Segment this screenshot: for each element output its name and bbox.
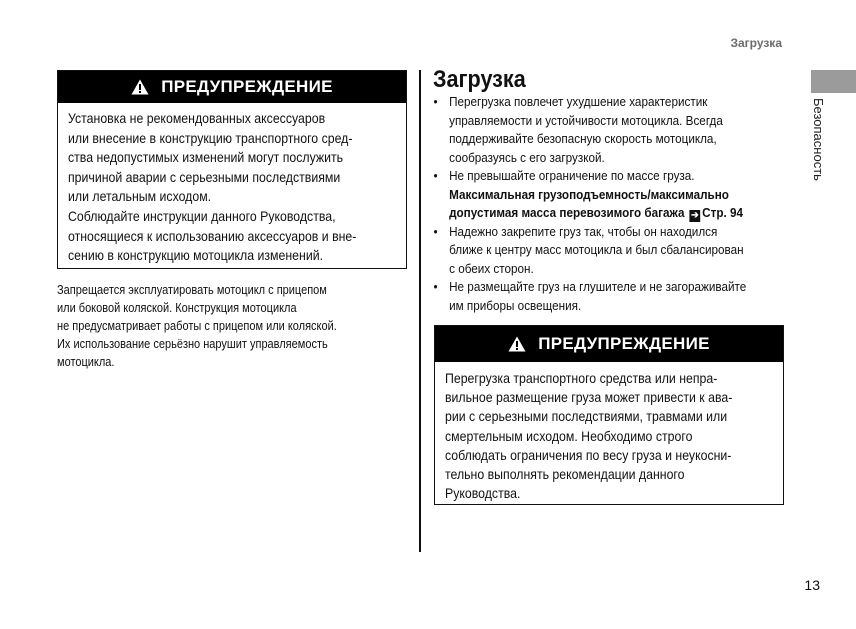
list-item-line: поддерживайте безопасную скорость мотоцикла, [449,131,717,146]
bullet-icon: • [433,279,438,294]
warning-title: ПРЕДУПРЕЖДЕНИЕ [161,77,333,96]
warning-box-accessories [57,70,407,269]
list-item-line: им приборы освещения. [449,297,582,313]
list-item-line: Максимальная грузоподъемность/максимально [449,186,729,202]
list-item [432,93,746,167]
list-item-line: Надежно закрепите груз так, чтобы он находился [449,223,718,239]
list-item-line-with-ref [449,204,746,223]
section-tab-text: Безопасность [811,98,826,181]
loading-bullet-list [432,93,784,315]
paragraph-line: мотоцикла. [57,355,115,369]
warning-line: или внесение в конструкцию транспортного сред- [68,129,353,146]
warning-line: Соблюдайте инструкции данного Руководства, [68,207,336,224]
arrow-right-icon: ➔ [691,210,699,221]
list-item-text: допустимая масса перевозимого багажа [449,205,685,220]
warning-line: сению в конструкцию мотоцикла изменений. [68,247,324,264]
section-title: Загрузка [433,66,526,93]
warning-line: смертельным исходом. Необходимо строго [445,427,693,444]
list-item-line: Не размещайте груз на глушителе и не загораживайте [449,279,747,294]
warning-triangle-icon [508,336,526,352]
warning-line: соблюдать ограничения по весу груза и неукосни- [445,446,732,463]
warning-line: относящиеся к использованию аксессуаров и вне- [68,227,357,244]
paragraph-line: не предусматривает работы с прицепом или коляской. [57,319,337,333]
warning-title: ПРЕДУПРЕЖДЕНИЕ [538,334,710,353]
warning-header [435,326,783,362]
list-item [432,223,746,279]
section-tab-marker [811,70,856,93]
warning-triangle-icon [131,79,149,95]
paragraph-line: Их использование серьёзно нарушит управляемость [57,337,328,351]
running-header: Загрузка [730,36,782,50]
paragraph-line: или боковой коляской. Конструкция мотоцикла [57,301,297,315]
list-item-line: сообразуясь с его загрузкой. [449,149,605,165]
warning-line: рии с серьезными последствиями, травмами или [445,408,728,425]
paragraph-line: Запрещается эксплуатировать мотоцикл с прицепом [57,283,327,297]
warning-body [435,362,783,509]
warning-line: Установка не рекомендованных аксессуаров [68,110,326,126]
trailer-prohibition-paragraph [57,281,375,371]
list-item-line: Перегрузка повлечет ухудшение характеристик [449,94,708,109]
list-item-line: с обеих сторон. [449,260,534,276]
warning-line: ства недопустимых изменений могут послужить [68,149,344,166]
warning-line: Руководства. [445,485,521,502]
warning-box-overload [434,325,784,505]
warning-line: причиной аварии с серьезными последствиями [68,168,341,185]
column-divider [419,70,421,552]
list-item-line: Не превышайте ограничение по массе груза. [449,168,695,183]
list-item [432,167,746,223]
bullet-icon: • [433,223,438,239]
page-number: 13 [804,577,820,593]
list-item [432,278,746,315]
section-tab-label [808,98,828,182]
list-item-line: управляемости и устойчивости мотоцикла. Всегда [449,112,723,128]
warning-line: Перегрузка транспортного средства или непра- [445,370,718,386]
warning-line: или летальным исходом. [68,188,212,205]
warning-header [58,71,406,103]
warning-line: тельно выполнять рекомендации данного [445,466,685,483]
bullet-icon: • [433,94,438,109]
warning-line: вильное размещение груза может привести к ава- [445,389,733,406]
warning-body [58,103,406,272]
list-item-line: ближе к центру масс мотоцикла и был сбалансирован [449,242,744,257]
bullet-icon: • [433,168,438,183]
page-reference-link[interactable]: Стр. 94 [702,205,744,220]
